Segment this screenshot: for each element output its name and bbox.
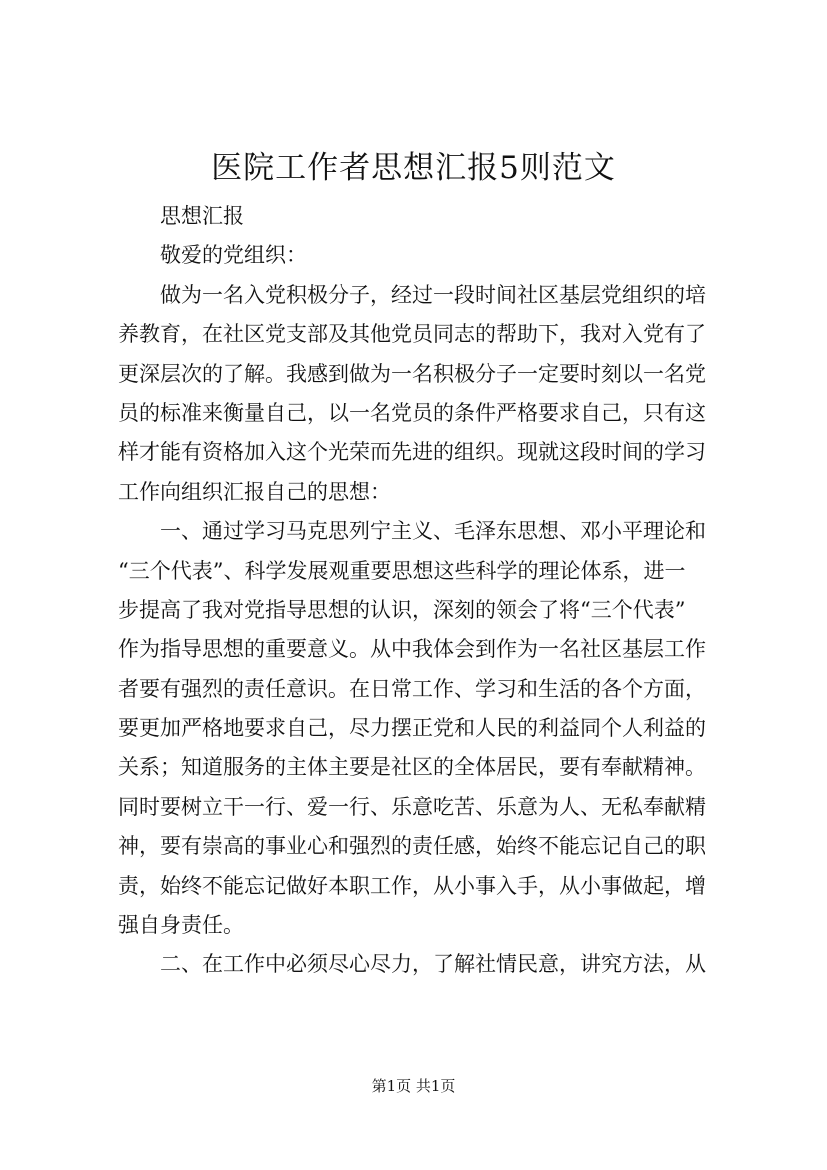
- text-line: 做为一名入党积极分子，经过一段时间社区基层党组织的培: [160, 282, 706, 307]
- text-line: 一、通过学习马克思列宁主义、毛泽东思想、邓小平理论和: [160, 519, 706, 544]
- page-footer: 第1页 共1页: [371, 1077, 456, 1095]
- text-line: 更深层次的了解。我感到做为一名积极分子一定要时刻以一名党: [118, 361, 706, 386]
- text-line: “三个代表”、科学发展观重要思想这些科学的理论体系，进一: [118, 558, 686, 583]
- document-body: [118, 197, 728, 985]
- text-line: 养教育，在社区党支部及其他党员同志的帮助下，我对入党有了: [118, 322, 706, 347]
- text-line: 关系；知道服务的主体主要是社区的全体居民，要有奉献精神。: [118, 755, 706, 780]
- text-line: 工作向组织汇报自己的思想：: [118, 479, 391, 504]
- text-line: 强自身责任。: [118, 913, 244, 938]
- text-line: 员的标准来衡量自己，以一名党员的条件严格要求自己，只有这: [118, 400, 706, 425]
- text-line: 神，要有崇高的事业心和强烈的责任感，始终不能忘记自己的职: [118, 834, 706, 859]
- text-line: 同时要树立干一行、爱一行、乐意吃苦、乐意为人、无私奉献精: [118, 794, 706, 819]
- text-line: 要更加严格地要求自己，尽力摆正党和人民的利益同个人利益的: [118, 716, 706, 741]
- text-line: 作为指导思想的重要意义。从中我体会到作为一名社区基层工作: [118, 637, 706, 662]
- text-line: 步提高了我对党指导思想的认识，深刻的领会了将“三个代表”: [118, 597, 686, 622]
- text-line: 二、在工作中必须尽心尽力，了解社情民意，讲究方法，从: [160, 952, 706, 977]
- text-line: 样才能有资格加入这个光荣而先进的组织。现就这段时间的学习: [118, 440, 706, 465]
- document-title: 医院工作者思想汇报5则范文: [211, 150, 616, 186]
- text-line: 思想汇报: [160, 204, 244, 228]
- text-line: 责，始终不能忘记做好本职工作，从小事入手，从小事做起，增: [118, 873, 706, 898]
- text-line: 敬爱的党组织：: [160, 243, 307, 268]
- text-line: 者要有强烈的责任意识。在日常工作、学习和生活的各个方面，: [118, 676, 706, 701]
